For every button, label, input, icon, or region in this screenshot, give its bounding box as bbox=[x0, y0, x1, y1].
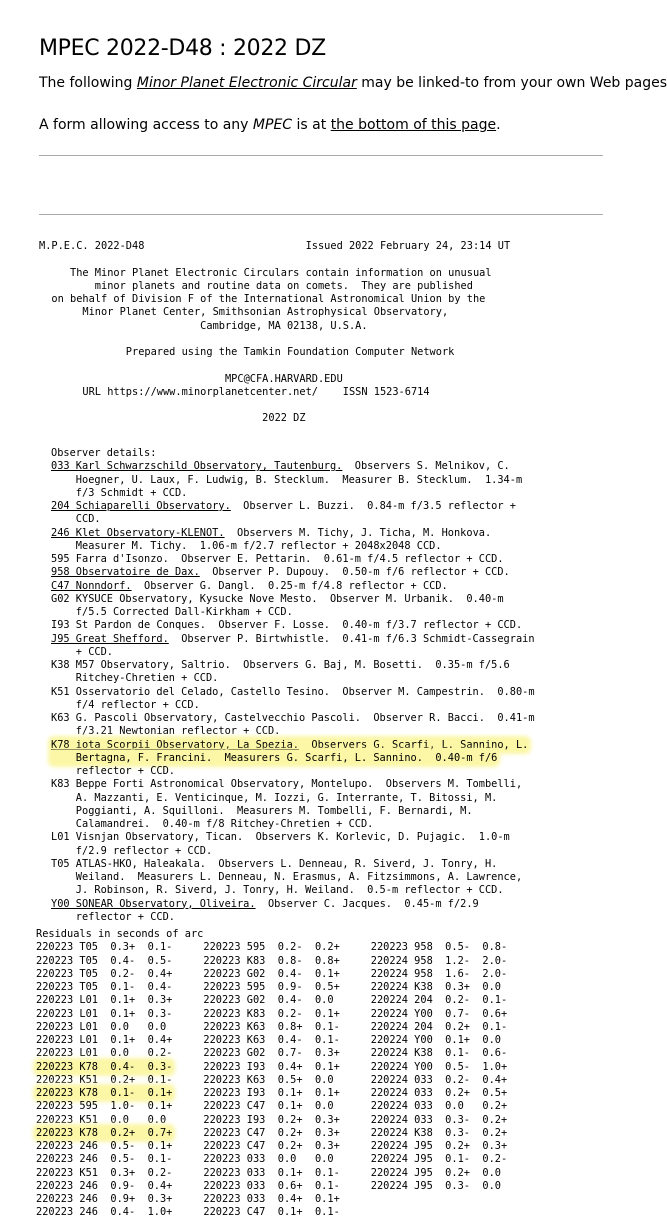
residual-col-1: 220223 246 0.4- 1.0+ bbox=[36, 1206, 173, 1219]
observer-text: Hoegner, U. Laux, F. Ludwig, B. Stecklum. Measurer B. Stecklum. 1.34-m bbox=[51, 473, 523, 486]
residual-row bbox=[36, 968, 507, 981]
observer-text: Poggianti, A. Squilloni. Measurers M. Tombelli, F. Bernardi, M. bbox=[51, 804, 473, 817]
header-line: Minor Planet Center, Smithsonian Astrophysical Observatory, bbox=[39, 306, 449, 319]
residual-row bbox=[36, 1206, 507, 1219]
header-line: minor planets and routine data on comets. They are published bbox=[39, 279, 473, 292]
residual-col-2: 220223 595 0.9- 0.5+ bbox=[172, 981, 340, 993]
residual-col-3: 220224 033 0.3- 0.2+ bbox=[339, 1113, 508, 1126]
residual-col-2: 220223 I93 0.1+ 0.1+ bbox=[172, 1087, 340, 1099]
residual-col-2: 220223 033 0.6+ 0.1- bbox=[172, 1179, 340, 1192]
residual-col-3: 220224 J95 0.1- 0.2- bbox=[339, 1153, 508, 1166]
residual-col-1: 220223 L01 0.1+ 0.3+ bbox=[36, 994, 173, 1007]
header-line bbox=[39, 333, 510, 346]
residual-col-3: 220224 033 0.0 0.2+ bbox=[339, 1100, 508, 1113]
observer-line bbox=[51, 500, 535, 513]
observer-text: K38 M57 Observatory, Saltrio. Observers G. Baj, M. Bosetti. 0.35-m f/5.6 bbox=[51, 659, 510, 671]
residual-col-3: 220224 Y00 0.7- 0.6+ bbox=[339, 1007, 508, 1020]
residual-col-1: 220223 L01 0.1+ 0.4+ bbox=[36, 1034, 173, 1046]
page-title: MPEC 2022-D48 : 2022 DZ bbox=[39, 36, 326, 61]
observer-text: T05 ATLAS-HKO, Haleakala. Observers L. Denneau, R. Siverd, J. Tonry, H. bbox=[51, 857, 498, 870]
residual-row bbox=[36, 1114, 507, 1127]
observer-text: Observers S. Melnikov, C. bbox=[342, 460, 510, 473]
observer-heading: Observer details: bbox=[51, 447, 157, 459]
residual-row bbox=[36, 1021, 507, 1034]
observer-text: K63 G. Pascoli Observatory, Castelvecchio Pascoli. Observer R. Bacci. 0.41-m bbox=[51, 712, 535, 724]
residual-col-1: 220223 246 0.9+ 0.3+ bbox=[36, 1193, 173, 1205]
residual-col-1: 220223 K78 0.1- 0.1+ bbox=[36, 1087, 173, 1099]
residual-col-3: 220224 K38 0.3+ 0.0 bbox=[339, 981, 501, 993]
observer-line bbox=[51, 818, 535, 831]
observer-line bbox=[51, 487, 535, 500]
residual-row bbox=[36, 1167, 507, 1180]
observer-line bbox=[51, 593, 535, 606]
observer-text: f/2.9 reflector + CCD. bbox=[51, 844, 213, 857]
residual-row bbox=[36, 1140, 507, 1153]
residual-col-1: 220223 L01 0.0 0.0 bbox=[36, 1020, 173, 1033]
residual-col-3: 220224 Y00 0.1+ 0.0 bbox=[339, 1034, 501, 1046]
observer-text: Observers G. Scarfi, L. Sannino, L. bbox=[298, 738, 529, 751]
observer-text: f/5.5 Corrected Dall-Kirkham + CCD. bbox=[51, 606, 293, 618]
observer-line bbox=[51, 739, 535, 752]
header-line: on behalf of Division F of the International Astronomical Union by the bbox=[39, 293, 486, 305]
residual-col-3: 220224 J95 0.2+ 0.3+ bbox=[339, 1140, 508, 1152]
residual-col-3: 220224 033 0.2+ 0.5+ bbox=[339, 1087, 508, 1099]
residual-col-1: 220223 T05 0.1- 0.4- bbox=[36, 981, 173, 993]
residual-col-1: 220223 T05 0.4- 0.5- bbox=[36, 954, 173, 967]
observer-link[interactable]: K78 iota Scorpii Observatory, La Spezia. bbox=[51, 738, 299, 751]
observer-line bbox=[51, 752, 535, 765]
observer-link[interactable]: 246 Klet Observatory-KLENOT. bbox=[51, 526, 225, 539]
residual-col-2: 220223 K83 0.8- 0.8+ bbox=[172, 954, 340, 967]
observer-text: + CCD. bbox=[51, 645, 113, 658]
observer-line bbox=[51, 540, 535, 553]
observer-line bbox=[51, 474, 535, 487]
residual-col-2: 220223 C47 0.2+ 0.3+ bbox=[172, 1126, 340, 1139]
observer-text: Calamandrei. 0.40-m f/8 Ritchey-Chretien + CCD. bbox=[51, 818, 374, 830]
residuals-table bbox=[36, 928, 507, 1220]
observer-line bbox=[51, 527, 535, 540]
residual-col-3: 220224 204 0.2- 0.1- bbox=[339, 994, 508, 1007]
observer-text: reflector + CCD. bbox=[51, 910, 175, 923]
residual-row bbox=[36, 1127, 507, 1140]
observer-text: K51 Osservatorio del Celado, Castello Tesino. Observer M. Campestrin. 0.80-m bbox=[51, 685, 535, 698]
observer-line bbox=[51, 619, 535, 632]
observer-text: K83 Beppe Forti Astronomical Observatory, Montelupo. Observers M. Tombelli, bbox=[51, 778, 523, 791]
observer-text: f/3 Schmidt + CCD. bbox=[51, 486, 188, 499]
form-suffix: . bbox=[496, 117, 501, 133]
residual-col-2: 220223 C47 0.1+ 0.0 bbox=[172, 1100, 340, 1113]
residual-col-2: 220223 G02 0.4- 0.0 bbox=[172, 994, 340, 1007]
residual-row bbox=[36, 1047, 507, 1060]
observer-text: Observer L. Buzzi. 0.84-m f/3.5 reflector + bbox=[230, 500, 516, 512]
residual-col-1: 220223 K78 0.2+ 0.7+ bbox=[36, 1126, 173, 1139]
residual-col-1: 220223 246 0.9- 0.4+ bbox=[36, 1179, 173, 1192]
residual-col-2: 220223 I93 0.2+ 0.3+ bbox=[172, 1113, 340, 1126]
residual-col-2: 220223 K63 0.8+ 0.1- bbox=[172, 1020, 340, 1033]
residual-row bbox=[36, 1193, 507, 1206]
intro-suffix: may be linked-to from your own Web pages bbox=[356, 75, 667, 91]
residual-col-3: 220224 K38 0.3- 0.2+ bbox=[339, 1126, 508, 1139]
residual-col-1: 220223 T05 0.2- 0.4+ bbox=[36, 967, 173, 980]
residual-col-3: 220224 J95 0.3- 0.0 bbox=[339, 1179, 501, 1192]
residual-col-1: 220223 246 0.5- 0.1- bbox=[36, 1153, 173, 1166]
observer-text: Observer P. Dupouy. 0.50-m f/6 reflector + CCD. bbox=[199, 566, 510, 579]
residual-col-3: 220223 958 0.5- 0.8- bbox=[339, 941, 508, 954]
residual-row bbox=[36, 1008, 507, 1021]
residual-col-2: 220223 G02 0.4- 0.1+ bbox=[172, 967, 340, 980]
header-line: URL https://www.minorplanetcenter.net/ ISSN 1523-6714 bbox=[39, 385, 430, 398]
residual-col-2: 220223 595 0.2- 0.2+ bbox=[172, 941, 340, 954]
residual-col-1: 220223 246 0.5- 0.1+ bbox=[36, 1140, 173, 1152]
residual-col-1: 220223 L01 0.0 0.2- bbox=[36, 1047, 173, 1060]
residual-col-2: 220223 G02 0.7- 0.3+ bbox=[172, 1047, 340, 1060]
observer-line bbox=[51, 460, 535, 473]
observer-text: f/4 reflector + CCD. bbox=[51, 698, 200, 711]
observer-text: CCD. bbox=[51, 513, 101, 526]
observer-line bbox=[51, 778, 535, 791]
observer-text: Measurer M. Tichy. 1.06-m f/2.7 reflector + 2048x2048 CCD. bbox=[51, 539, 442, 552]
residual-col-3: 220224 Y00 0.5- 1.0+ bbox=[339, 1060, 508, 1073]
residual-col-3: 220224 J95 0.2+ 0.0 bbox=[339, 1166, 501, 1179]
residual-col-3: 220224 K38 0.1- 0.6- bbox=[339, 1047, 508, 1060]
observer-line bbox=[51, 805, 535, 818]
residual-col-2: 220223 033 0.4+ 0.1+ bbox=[172, 1193, 340, 1205]
residual-col-1: 220223 K78 0.4- 0.3- bbox=[36, 1060, 173, 1073]
observer-text: f/3.21 Newtonian reflector + CCD. bbox=[51, 725, 281, 738]
observer-line bbox=[51, 725, 535, 738]
observer-line bbox=[51, 686, 535, 699]
intro-text bbox=[39, 75, 667, 91]
residual-col-2: 220223 K63 0.4- 0.1- bbox=[172, 1034, 340, 1046]
observer-link[interactable]: 958 Observatoire de Dax. bbox=[51, 566, 200, 579]
second-divider bbox=[39, 214, 603, 215]
residual-col-3: 220224 204 0.2+ 0.1- bbox=[339, 1020, 508, 1033]
form-access-text bbox=[39, 117, 501, 133]
residual-row bbox=[36, 1100, 507, 1113]
observer-line bbox=[51, 633, 535, 646]
residual-col-1: 220223 K51 0.3+ 0.2- bbox=[36, 1166, 173, 1179]
observer-text: J. Robinson, R. Siverd, J. Tonry, H. Weiland. 0.5-m reflector + CCD. bbox=[51, 884, 504, 897]
observer-link[interactable]: 033 Karl Schwarzschild Observatory, Tautenburg. bbox=[51, 460, 343, 473]
observer-line bbox=[51, 646, 535, 659]
header-line: Cambridge, MA 02138, U.S.A. bbox=[39, 319, 368, 332]
observer-text: Ritchey-Chretien + CCD. bbox=[51, 672, 219, 685]
residual-row bbox=[36, 1061, 507, 1074]
form-mpec-em: MPEC bbox=[252, 117, 293, 133]
form-prefix: A form allowing access to any bbox=[39, 117, 253, 133]
observer-text: G02 KYSUCE Observatory, Kysucke Nove Mesto. Observer M. Urbanik. 0.40-m bbox=[51, 592, 504, 605]
residual-col-1: 220223 K51 0.2+ 0.1- bbox=[36, 1073, 173, 1086]
observer-line bbox=[51, 858, 535, 871]
observer-line bbox=[51, 606, 535, 619]
observer-text: Observer P. Birtwhistle. 0.41-m f/6.3 Schmidt-Cassegrain bbox=[168, 632, 535, 645]
mpec-header-block bbox=[39, 240, 510, 426]
residuals-heading: Residuals in seconds of arc bbox=[36, 928, 204, 940]
observer-line bbox=[51, 513, 535, 526]
residual-col-1: 220223 L01 0.1+ 0.3- bbox=[36, 1007, 173, 1020]
residual-row bbox=[36, 1074, 507, 1087]
residual-row bbox=[36, 1180, 507, 1193]
observer-line bbox=[51, 871, 535, 884]
observer-line bbox=[51, 580, 535, 593]
observer-text: Observer G. Dangl. 0.25-m f/4.8 reflector + CCD. bbox=[131, 579, 448, 592]
observer-highlight bbox=[51, 752, 497, 764]
residual-col-2: 220223 I93 0.4+ 0.1+ bbox=[172, 1060, 340, 1073]
mpec-info-link[interactable]: Minor Planet Electronic Circular bbox=[136, 75, 357, 91]
observer-line bbox=[51, 845, 535, 858]
observer-line: reflector + CCD. bbox=[51, 765, 175, 777]
residual-col-3: 220224 958 1.6- 2.0- bbox=[339, 967, 508, 980]
residual-row bbox=[36, 981, 507, 994]
observer-line bbox=[51, 911, 535, 924]
observer-link[interactable]: Y00 SONEAR Observatory, Oliveira. bbox=[51, 897, 256, 910]
header-line: 2022 DZ bbox=[39, 412, 306, 425]
observer-text: A. Mazzanti, E. Venticinque, M. Iozzi, G. Interrante, T. Bitossi, M. bbox=[51, 791, 498, 804]
residual-col-2: 220223 033 0.0 0.0 bbox=[172, 1153, 340, 1166]
observer-highlight bbox=[51, 739, 528, 751]
observer-link[interactable]: 204 Schiaparelli Observatory. bbox=[51, 500, 231, 512]
observer-line bbox=[51, 659, 535, 672]
residual-row bbox=[36, 941, 507, 954]
residual-col-3 bbox=[340, 1193, 371, 1205]
form-mid: is at bbox=[292, 117, 331, 133]
observer-link[interactable]: J95 Great Shefford. bbox=[51, 632, 169, 645]
observer-line bbox=[51, 553, 535, 566]
observer-text: L01 Visnjan Observatory, Tican. Observers K. Korlevic, D. Pujagic. 1.0-m bbox=[51, 831, 510, 844]
observer-line bbox=[51, 566, 535, 579]
observer-line bbox=[51, 672, 535, 685]
observer-text: Bertagna, F. Francini. Measurers G. Scarfi, L. Sannino. 0.40-m f/6 bbox=[51, 751, 498, 764]
residual-col-1: 220223 T05 0.3+ 0.1- bbox=[36, 941, 173, 954]
observer-text: I93 St Pardon de Conques. Observer F. Losse. 0.40-m f/3.7 reflector + CCD. bbox=[51, 619, 523, 632]
residual-row bbox=[36, 994, 507, 1007]
residual-col-3: 220224 958 1.2- 2.0- bbox=[339, 954, 508, 967]
residual-col-1: 220223 595 1.0- 0.1+ bbox=[36, 1100, 173, 1113]
top-divider bbox=[39, 155, 603, 156]
residual-row bbox=[36, 1034, 507, 1047]
header-line: M.P.E.C. 2022-D48 Issued 2022 February 24, 23:14 UT bbox=[39, 240, 511, 252]
observer-line bbox=[51, 792, 535, 805]
header-line bbox=[39, 399, 510, 412]
residual-row bbox=[36, 955, 507, 968]
observer-line bbox=[51, 712, 535, 725]
residual-col-2: 220223 C47 0.1+ 0.1- bbox=[172, 1206, 340, 1219]
observer-line bbox=[51, 831, 535, 844]
observer-link[interactable]: C47 Nonndorf. bbox=[51, 579, 132, 592]
observer-text: Observers M. Tichy, J. Ticha, M. Honkova. bbox=[224, 526, 492, 539]
bottom-of-page-link[interactable]: the bottom of this page bbox=[330, 117, 497, 133]
observer-text: Weiland. Measurers L. Denneau, N. Erasmus, A. Fitzsimmons, A. Lawrence, bbox=[51, 871, 523, 883]
observer-text: 595 Farra d'Isonzo. Observer E. Pettarin. 0.61-m f/4.5 reflector + CCD. bbox=[51, 553, 504, 565]
header-line: MPC@CFA.HARVARD.EDU bbox=[39, 372, 343, 385]
header-line: Prepared using the Tamkin Foundation Computer Network bbox=[39, 346, 455, 358]
header-line bbox=[39, 253, 510, 266]
observer-line bbox=[51, 898, 535, 911]
residual-col-3: 220224 033 0.2- 0.4+ bbox=[339, 1073, 508, 1086]
residual-col-3 bbox=[340, 1206, 371, 1218]
residual-row bbox=[36, 1153, 507, 1166]
residual-col-1: 220223 K51 0.0 0.0 bbox=[36, 1113, 173, 1126]
residual-col-2: 220223 K83 0.2- 0.1+ bbox=[172, 1007, 340, 1020]
observer-text: Observer C. Jacques. 0.45-m f/2.9 bbox=[255, 897, 479, 910]
observer-line bbox=[51, 884, 535, 897]
observer-details bbox=[51, 447, 535, 924]
observer-line bbox=[51, 699, 535, 712]
residual-row bbox=[36, 1087, 507, 1100]
residual-col-2: 220223 033 0.1+ 0.1- bbox=[172, 1166, 340, 1179]
residual-col-2: 220223 K63 0.5+ 0.0 bbox=[172, 1073, 340, 1086]
intro-prefix: The following bbox=[39, 75, 137, 91]
header-line: The Minor Planet Electronic Circulars contain information on unusual bbox=[39, 266, 492, 279]
header-line bbox=[39, 359, 510, 372]
residual-col-2: 220223 C47 0.2+ 0.3+ bbox=[172, 1140, 340, 1152]
